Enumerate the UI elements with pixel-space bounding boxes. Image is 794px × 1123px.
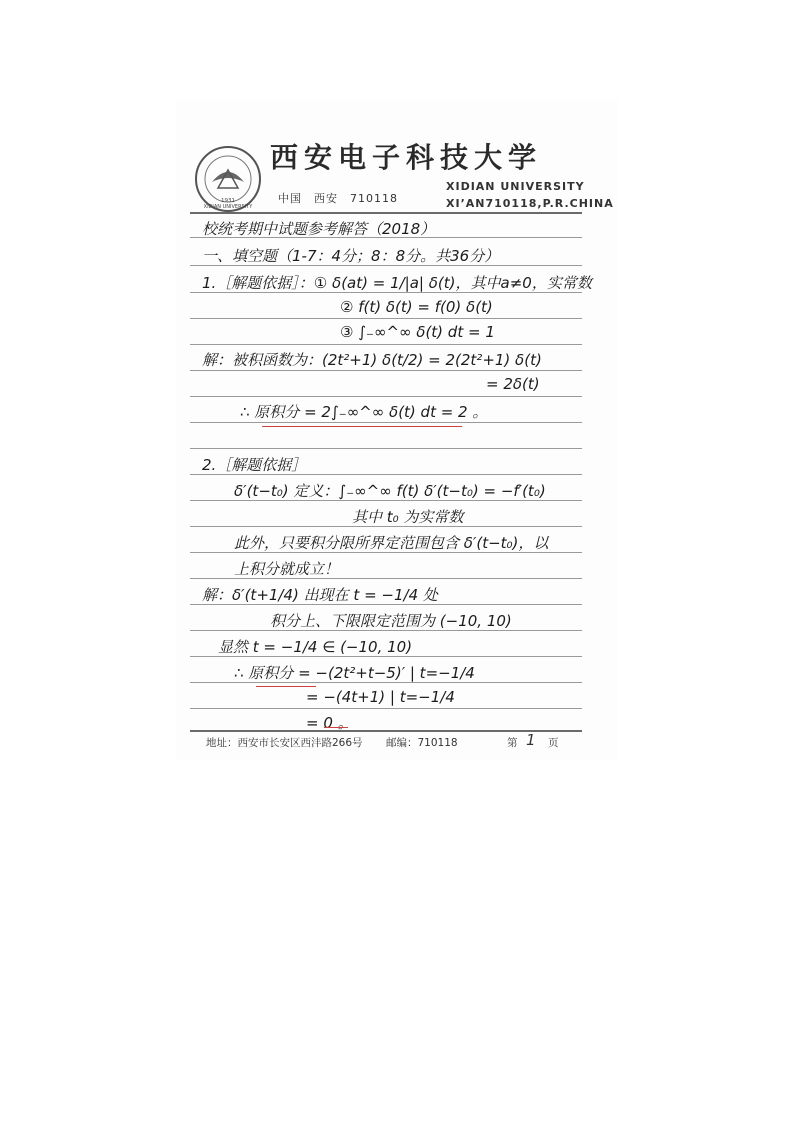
footer-page-prefix: 第 [507,737,518,749]
q1-basis-2: ② f(t) δ(t) = f(0) δ(t) [340,298,493,316]
university-name-en: XIDIAN UNIVERSITY [446,180,585,193]
q2-solution-1: 解：δ′(t+1/4) 出现在 t = −1/4 处 [202,586,438,604]
answer-underline [324,727,348,728]
solution-title: 校统考期中试题参考解答（2018） [202,220,436,238]
q2-solution-4: ∴ 原积分 = −(2t²+t−5)′ | t=−1/4 [234,664,475,682]
answer-underline [256,686,316,687]
q2-solution-5: = −(4t+1) | t=−1/4 [306,688,455,706]
q2-note-1: 此外，只要积分限所界定范围包含 δ′(t−t₀)，以 [234,534,549,552]
ruled-line [190,370,582,371]
university-name-cn: 西安电子科技大学 [270,141,543,174]
footer-page-number: 1 [526,731,536,749]
q2-answer: = 0 。 [306,714,353,732]
location-cn: 中国 西安 710118 [278,192,398,205]
q1-basis-3: ③ ∫₋∞^∞ δ(t) dt = 1 [340,323,495,341]
q1-answer: ∴ 原积分 = 2∫₋∞^∞ δ(t) dt = 2 。 [240,403,488,421]
answer-underline [262,426,462,427]
ruled-line [190,344,582,345]
seal-year: 1931 [221,198,235,204]
university-seal-logo [188,144,268,214]
university-en-block [446,178,614,212]
ruled-line [190,708,582,709]
section-heading: 一、填空题（1-7：4分；8：8分。共36分） [202,247,500,265]
ruled-line [190,396,582,397]
footer-address: 地址：西安市长安区西沣路266号 [206,737,363,749]
q2-solution-3: 显然 t = −1/4 ∈ (−10, 10) [218,638,413,656]
footer-page-suffix: 页 [548,737,559,749]
q2-solution-2: 积分上、下限限定范围为 (−10, 10) [270,612,512,630]
q1-basis-1: 1.［解题依据］：① δ(at) = 1/|a| δ(t)，其中a≠0，实常数 [202,274,592,292]
ruled-line [190,318,582,319]
q1-solution-2: = 2δ(t) [486,375,540,393]
footer-postcode: 邮编：710118 [386,737,458,749]
ruled-line [190,422,582,423]
q2-note-2: 上积分就成立！ [234,560,340,578]
header-rule [190,212,582,214]
q1-solution-1: 解：被积函数为：(2t²+1) δ(t/2) = 2(2t²+1) δ(t) [202,351,542,369]
q2-heading: 2.［解题依据］ [202,456,307,474]
footer-rule [190,730,582,732]
q2-definition: δ′(t−t₀) 定义：∫₋∞^∞ f(t) δ′(t−t₀) = −f′(t₀) [234,482,546,500]
q2-definition-note: 其中 t₀ 为实常数 [352,508,464,526]
ruled-line [190,448,582,449]
address-en: XI’AN710118,P.R.CHINA [446,197,614,210]
seal-text: XIDIAN UNIVERSITY [203,204,253,210]
